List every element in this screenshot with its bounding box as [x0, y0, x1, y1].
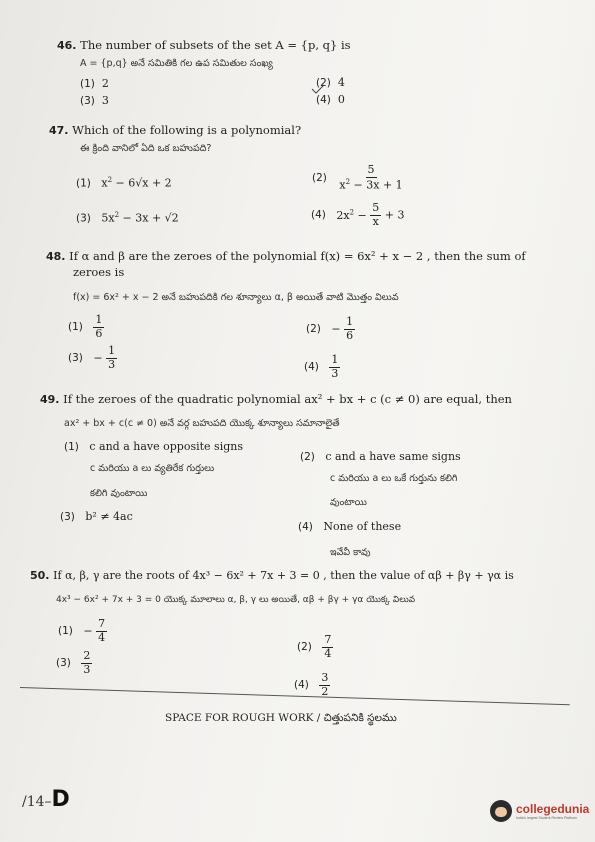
logo-name: collegedunia: [516, 802, 590, 816]
option-1: (1) $x^2 - 6√x + 2$: [76, 176, 172, 190]
option-1: (1) c and a have opposite signs: [64, 440, 243, 453]
question-47: [49, 123, 301, 137]
option-4: (4) 0: [316, 93, 345, 106]
question-text-en: Which of the following is a polynomial?: [72, 123, 302, 137]
option-2: (2) $\frac{5}{x^2 - 3x + 1}$: [312, 163, 403, 192]
question-text-te: 4x³ − 6x² + 7x + 3 = 0 యొక్క మూలాలు α, β, γ లు అయితే, αβ + βγ + γα యొక్క విలువ: [56, 595, 416, 605]
option-2-te-line-2: వుంటాయి: [330, 497, 367, 508]
question-text-en: If α, β, γ are the roots of 4x³ − 6x² + 7x + 3 = 0 , then the value of αβ + βγ + γα is: [53, 569, 514, 582]
logo-avatar-icon: [490, 800, 512, 822]
option-2: (2) 4: [316, 76, 345, 89]
option-3: (3) 3: [80, 94, 109, 107]
option-4: (4) $2x^2$ − $\frac{5}{x}$ + 3: [311, 201, 405, 228]
option-4-te: ఇవేవీ కావు: [330, 547, 371, 558]
option-2: (2) − $\frac{1}{6}$: [306, 315, 354, 342]
option-2: (2) c and a have same signs: [300, 450, 461, 463]
rough-work-label: SPACE FOR ROUGH WORK / చిత్తుపనికి స్థలము: [165, 712, 397, 724]
question-text-te: ax² + bx + c(c ≠ 0) అనే వర్గ బహుపది యొక్క శూన్యాలు సమానాలైతే: [64, 418, 340, 429]
option-3: (3) − $\frac{1}{3}$: [68, 344, 116, 371]
question-number: 50.: [30, 569, 50, 582]
question-text-en: If the zeroes of the quadratic polynomial ax² + bx + c (c ≠ 0) are equal, then: [63, 392, 512, 406]
question-46: [57, 38, 351, 52]
option-1: (1) 2: [80, 77, 109, 90]
option-2: (2) $\frac{7}{4}$: [297, 633, 332, 660]
question-number: 48.: [46, 250, 66, 263]
option-1-te-line-2: కలిగి వుంటాయి: [90, 488, 148, 499]
question-text-en-cont: zeroes is: [73, 265, 125, 279]
logo-tagline: India's largest Student Review Platform: [516, 816, 577, 820]
question-text-te: A = {p,q} అనే సమితికి గల ఉప సమితుల సంఖ్య: [80, 58, 273, 69]
option-4: (4) None of these: [298, 520, 402, 533]
question-48: [46, 249, 526, 263]
question-number: 49.: [40, 393, 60, 406]
question-number: 46.: [57, 39, 77, 52]
option-3: (3) b² ≠ 4ac: [60, 510, 133, 523]
page-number: /14–D: [22, 787, 70, 812]
question-text-en: The number of subsets of the set A = {p, q} is: [80, 38, 351, 52]
collegedunia-logo: [490, 800, 589, 822]
option-4: (4) $\frac{3}{2}$: [294, 671, 329, 698]
option-3: (3) $5x^2 - 3x + √2$: [76, 211, 179, 225]
question-number: 47.: [49, 124, 69, 137]
option-2-te-line-1: c మరియు a లు ఒకే గుర్తును కలిగి: [330, 473, 458, 484]
question-50: [30, 568, 514, 582]
option-4: (4) $\frac{1}{3}$: [304, 353, 339, 380]
question-49: [40, 392, 512, 406]
question-text-en: If α and β are the zeroes of the polynomial f(x) = 6x² + x − 2 , then the sum of: [69, 249, 526, 263]
option-1: (1) $\frac{1}{6}$: [68, 313, 103, 340]
option-3: (3) $\frac{2}{3}$: [56, 649, 91, 676]
option-1-te-line-1: c మరియు a లు వ్యతిరేక గుర్తులు: [90, 463, 215, 474]
question-text-te: f(x) = 6x² + x − 2 అనే బహుపదికి గల శూన్యాలు α, β అయితే వాటి మొత్తం విలువ: [73, 292, 399, 303]
question-text-te: ఈ క్రింది వానిలో ఏది ఒక బహుపది?: [80, 143, 212, 154]
option-1: (1) − $\frac{7}{4}$: [58, 617, 106, 644]
